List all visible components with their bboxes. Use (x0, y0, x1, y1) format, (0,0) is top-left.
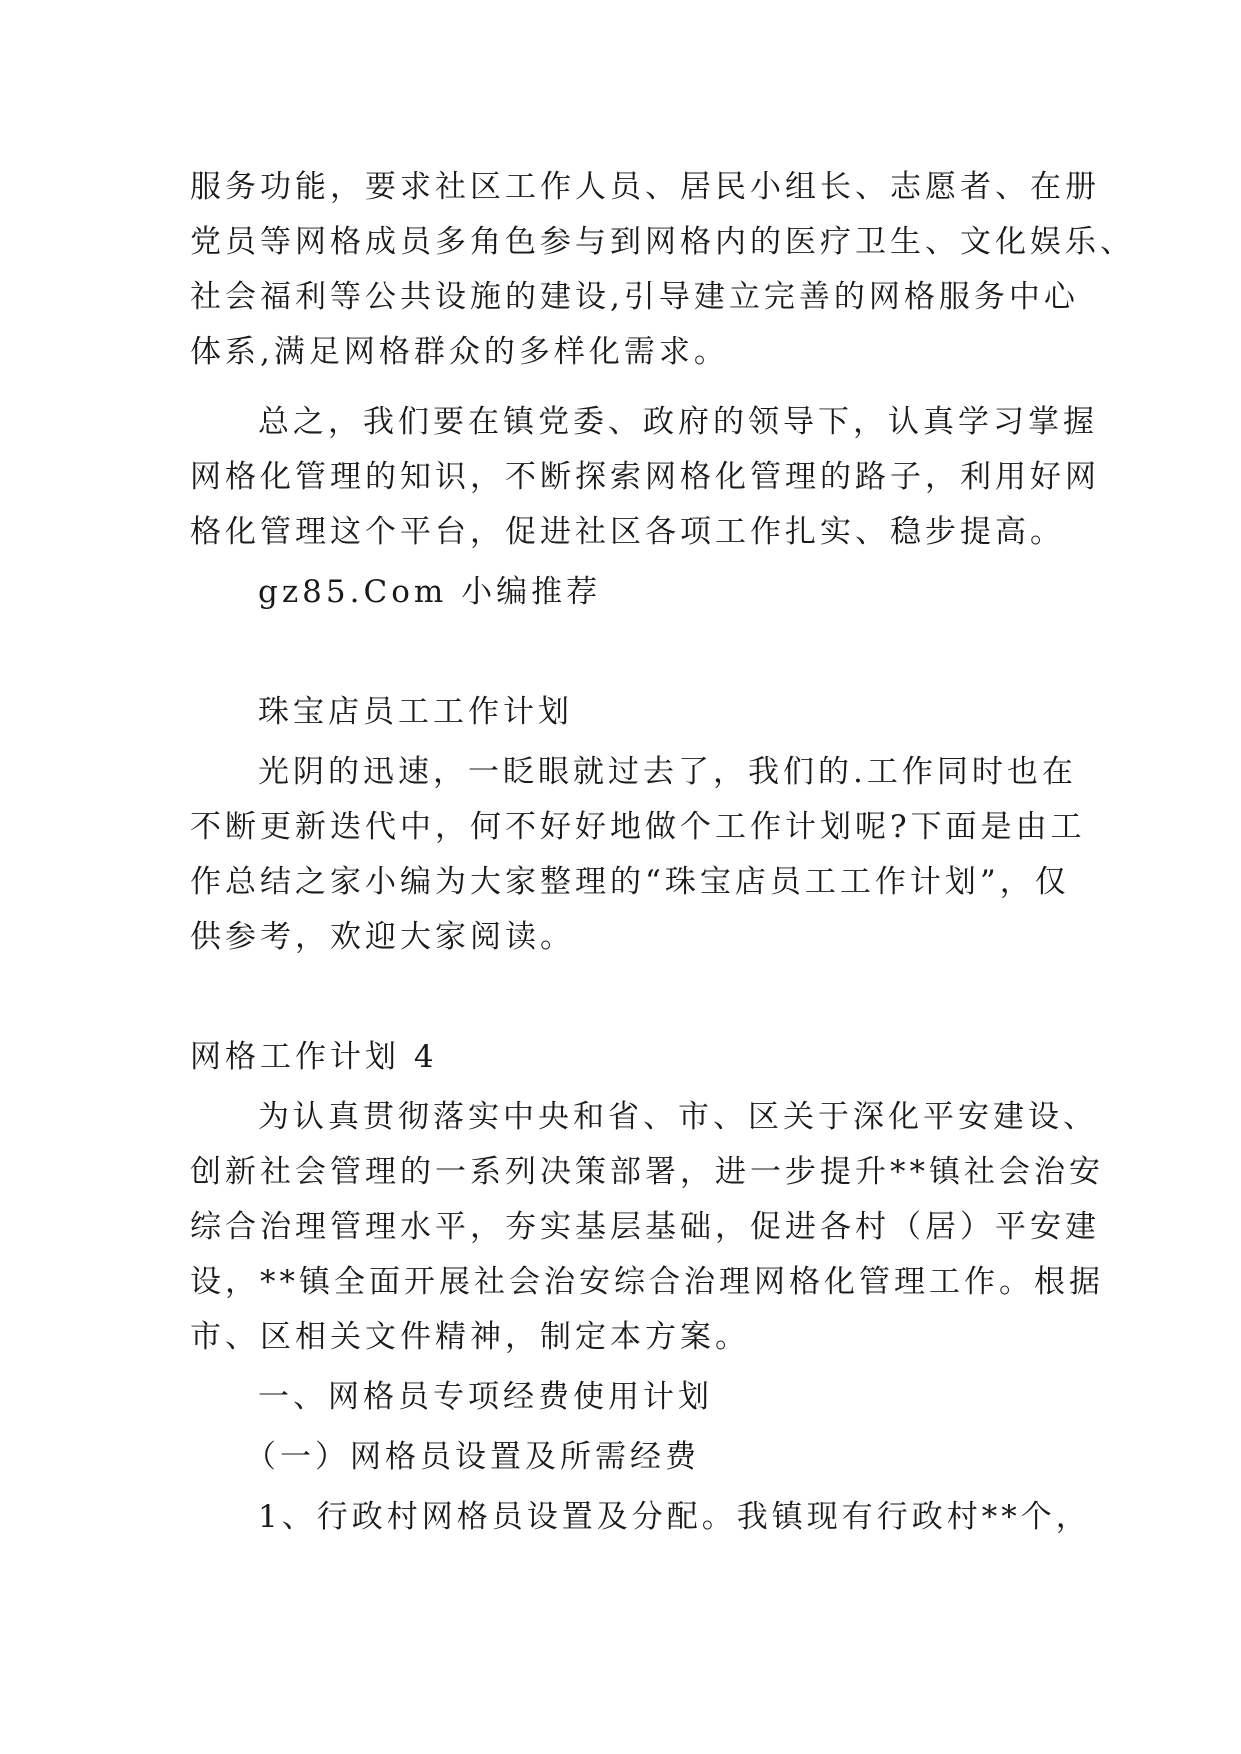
paragraph-line: 市、区相关文件精神，制定本方案。 (190, 1319, 750, 1355)
paragraph-line: 体系,满足网格群众的多样化需求。 (190, 334, 729, 370)
paragraph-line: 服务功能，要求社区工作人员、居民小组长、志愿者、在册 (190, 169, 1100, 205)
paragraph-line: 设，**镇全面开展社会治安综合治理网格化管理工作。根据 (190, 1264, 1104, 1300)
paragraph-line: 供参考，欢迎大家阅读。 (190, 919, 575, 955)
section-heading: 珠宝店员工工作计划 (258, 694, 573, 730)
subsection-heading: （一）网格员设置及所需经费 (245, 1439, 700, 1475)
paragraph-line: 为认真贯彻落实中央和省、市、区关于深化平安建设、 (258, 1099, 1098, 1135)
paragraph-line: 不断更新迭代中，何不好好地做个工作计划呢?下面是由工 (190, 809, 1086, 845)
paragraph-line: 党员等网格成员多角色参与到网格内的医疗卫生、文化娱乐、 (190, 224, 1135, 260)
recommendation-line: gz85.Com 小编推荐 (258, 574, 602, 610)
paragraph-line: 光阴的迅速，一眨眼就过去了，我们的.工作同时也在 (258, 754, 1077, 790)
paragraph-line: 社会福利等公共设施的建设,引导建立完善的网格服务中心 (190, 279, 1079, 315)
subsection-heading: 一、网格员专项经费使用计划 (258, 1379, 713, 1415)
paragraph-line: 综合治理管理水平，夯实基层基础，促进各村（居）平安建 (190, 1209, 1100, 1245)
paragraph-line: 格化管理这个平台，促进社区各项工作扎实、稳步提高。 (190, 514, 1065, 550)
paragraph-line: 网格化管理的知识，不断探索网格化管理的路子，利用好网 (190, 459, 1100, 495)
paragraph-line: 创新社会管理的一系列决策部署，进一步提升**镇社会治安 (190, 1154, 1104, 1190)
paragraph-line: 作总结之家小编为大家整理的“珠宝店员工工作计划”，仅 (190, 864, 1070, 900)
paragraph-line: 总之，我们要在镇党委、政府的领导下，认真学习掌握 (258, 404, 1098, 440)
section-heading: 网格工作计划 4 (190, 1039, 438, 1075)
paragraph-line: 1、行政村网格员设置及分配。我镇现有行政村**个， (258, 1499, 1091, 1535)
